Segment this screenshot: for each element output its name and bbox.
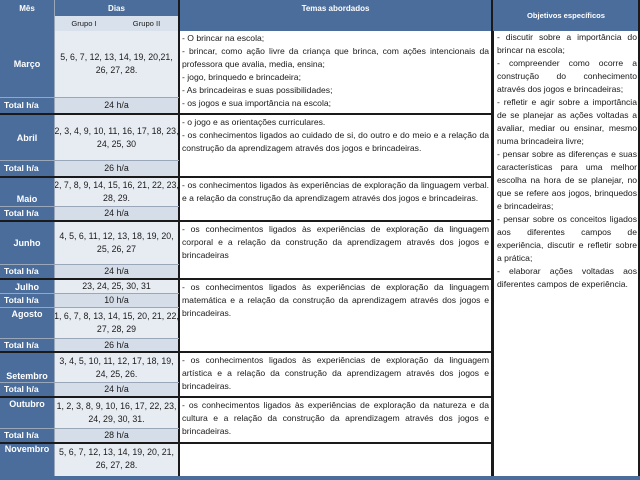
row-divider bbox=[0, 160, 179, 161]
days-abril: 2, 3, 4, 9, 10, 11, 16, 17, 18, 23, 24, 25, 30 bbox=[54, 115, 179, 160]
total-julho: 10 h/a bbox=[54, 293, 179, 307]
days-marco: 5, 6, 7, 12, 13, 14, 19, 20,21, 26, 27, 28. bbox=[54, 31, 179, 97]
total-label-marco: Total h/a bbox=[0, 97, 54, 113]
objetivo-item: - elaborar ações voltadas aos diferentes campos de experiência. bbox=[497, 266, 637, 289]
month-outubro: Outubro bbox=[0, 398, 54, 428]
tema-item: - jogo, brinquedo e brincadeira; bbox=[182, 72, 301, 82]
objetivo-item: - discutir sobre a importância do brincar na escola; bbox=[497, 32, 637, 55]
objetivo-item: - pensar sobre os conceitos ligados aos diferentes campos de experiência, discutir e refletir sobre a prática; bbox=[497, 214, 637, 263]
objetivo-item: - refletir e agir sobre a importância de se planejar as ações voltadas a avaliar, mediar ou ensinar, mesmo numa brincadeira livre; bbox=[497, 97, 637, 146]
row-divider bbox=[0, 293, 179, 294]
row-divider bbox=[0, 338, 179, 339]
temas-junho: - os conhecimentos ligados às experiências de exploração da linguagem corporal e a relação da construção da aprendizagem através dos jogos e brincadeiras bbox=[179, 222, 492, 278]
row-divider bbox=[0, 97, 179, 98]
days-julho: 23, 24, 25, 30, 31 bbox=[54, 280, 179, 293]
header-objetivos: Objetivos específicos bbox=[492, 0, 640, 31]
total-abril: 26 h/a bbox=[54, 160, 179, 176]
total-label-outubro: Total h/a bbox=[0, 428, 54, 442]
temas-julho-agosto: - os conhecimentos ligados às experiências de exploração da linguagem matemática e a relação da construção da aprendizagem através dos jogos e brincadeiras. bbox=[179, 280, 492, 351]
tema-item: - As brincadeiras e suas possibilidades; bbox=[182, 85, 333, 95]
total-label-julho: Total h/a bbox=[0, 293, 54, 307]
header-mes: Mês bbox=[0, 0, 54, 31]
row-divider bbox=[0, 382, 179, 383]
days-setembro: 3, 4, 5, 10, 11, 12, 17, 18, 19, 24, 25, 26. bbox=[54, 353, 179, 382]
days-novembro: 5, 6, 7, 12, 13, 14, 19, 20, 21, 26, 27, 28. bbox=[54, 442, 179, 476]
total-agosto: 26 h/a bbox=[54, 338, 179, 351]
month-novembro: Novembro bbox=[0, 442, 54, 476]
days-outubro: 1, 2, 3, 8, 9, 10, 16, 17, 22, 23, 24, 29, 30, 31. bbox=[54, 398, 179, 428]
month-agosto: Agosto bbox=[0, 307, 54, 338]
tema-item: - brincar, como ação livre da criança que brinca, com ações intencionais da professora que avalia, media, ensina; bbox=[182, 46, 489, 69]
footer-bar bbox=[0, 476, 640, 480]
days-maio: 2, 7, 8, 9, 14, 15, 16, 21, 22, 23, 28, 29. bbox=[54, 178, 179, 206]
total-label-agosto: Total h/a bbox=[0, 338, 54, 351]
column-divider bbox=[54, 0, 55, 480]
objetivo-item: - pensar sobre as diferenças e suas características para uma melhor escolha na hora de se planejar, no que se refere aos jogos, brinquedos e brincadeiras; bbox=[497, 149, 637, 211]
month-maio: Maio bbox=[0, 178, 54, 206]
total-marco: 24 h/a bbox=[54, 97, 179, 113]
total-label-abril: Total h/a bbox=[0, 160, 54, 176]
column-divider bbox=[491, 0, 493, 480]
row-divider bbox=[0, 264, 179, 265]
row-divider bbox=[0, 206, 179, 207]
month-junho: Junho bbox=[0, 222, 54, 264]
objetivos-column bbox=[492, 31, 640, 476]
header-dias: Dias bbox=[54, 0, 179, 16]
row-divider bbox=[0, 396, 492, 398]
days-junho: 4, 5, 6, 11, 12, 13, 18, 19, 20, 25, 26, 27 bbox=[54, 222, 179, 264]
total-label-junho: Total h/a bbox=[0, 264, 54, 278]
month-setembro: Setembro bbox=[0, 353, 54, 382]
month-abril: Abril bbox=[0, 115, 54, 160]
temas-marco bbox=[179, 31, 492, 115]
row-divider bbox=[0, 176, 492, 178]
row-divider bbox=[0, 220, 492, 222]
row-divider bbox=[0, 351, 492, 353]
header-grupo-1: Grupo I bbox=[54, 16, 114, 31]
total-label-maio: Total h/a bbox=[0, 206, 54, 220]
month-marco: Março bbox=[0, 31, 54, 97]
row-divider bbox=[0, 278, 492, 280]
row-divider bbox=[0, 307, 179, 308]
total-label-setembro: Total h/a bbox=[0, 382, 54, 396]
header-temas: Temas abordados bbox=[179, 0, 492, 31]
temas-abril bbox=[179, 115, 492, 176]
tema-item: - o jogo e as orientações curriculares. bbox=[182, 117, 326, 127]
total-setembro: 24 h/a bbox=[54, 382, 179, 396]
row-divider bbox=[0, 442, 492, 444]
total-outubro: 28 h/a bbox=[54, 428, 179, 442]
month-julho: Julho bbox=[0, 280, 54, 293]
tema-item: - os jogos e sua importância na escola; bbox=[182, 98, 332, 108]
row-divider bbox=[0, 428, 179, 429]
temas-setembro: - os conhecimentos ligados às experiências de exploração da linguagem artística e a relação da construção da aprendizagem através dos jogos e brincadeiras. bbox=[179, 353, 492, 396]
header-grupo-2: Grupo II bbox=[114, 16, 179, 31]
tema-item: - O brincar na escola; bbox=[182, 33, 265, 43]
total-maio: 24 h/a bbox=[54, 206, 179, 220]
row-divider bbox=[0, 113, 492, 115]
days-agosto: 1, 6, 7, 8, 13, 14, 15, 20, 21, 22, 27, 28, 29 bbox=[54, 307, 179, 338]
total-junho: 24 h/a bbox=[54, 264, 179, 278]
column-divider bbox=[178, 0, 180, 480]
tema-item: - os conhecimentos ligados ao cuidado de si, do outro e do meio e a relação da construção da aprendizagem através dos jogos e brincadeiras. bbox=[182, 130, 489, 153]
temas-outubro: - os conhecimentos ligados às experiências de exploração da natureza e da cultura e a relação da construção da aprendizagem através dos jogos e brincadeiras. bbox=[179, 398, 492, 442]
objetivo-item: - compreender como ocorre a construção do conhecimento através dos jogos e brincadeiras; bbox=[497, 58, 637, 94]
temas-maio: - os conhecimentos ligados às experiências de exploração da linguagem verbal. e a relação da construção da aprendizagem através dos jogos e brincadeiras. bbox=[179, 178, 492, 220]
